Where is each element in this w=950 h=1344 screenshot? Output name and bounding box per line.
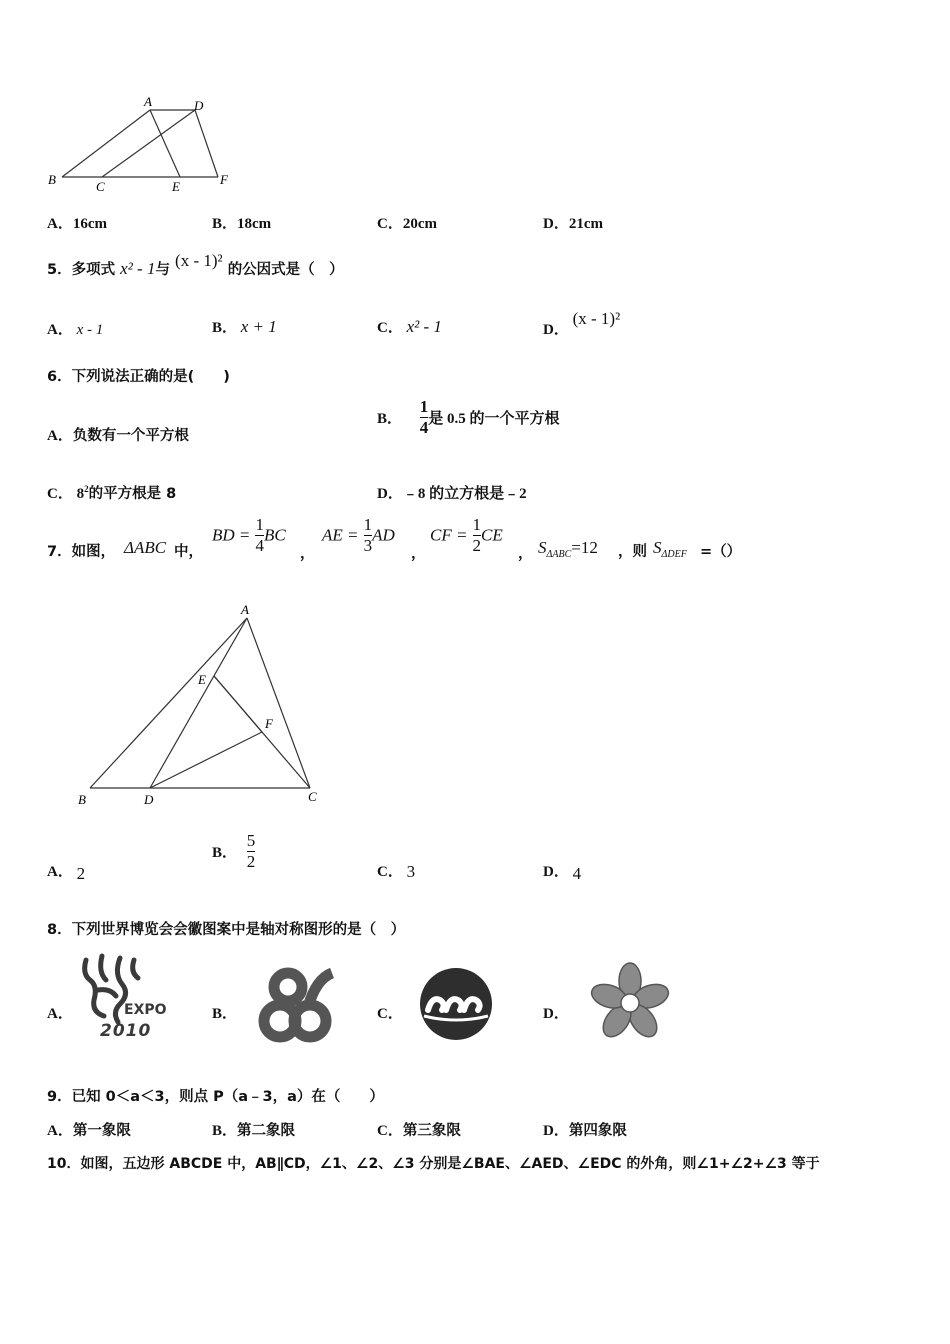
option-text: 负数有一个平方根 [72, 428, 189, 444]
q8-option-d-letter[interactable]: D． [543, 1006, 569, 1022]
q6-stem: 6．下列说法正确的是( ) [47, 369, 230, 385]
q4-option-c[interactable] [377, 212, 437, 233]
q7-number: 7．如图， [47, 544, 116, 560]
option-text: 3 [406, 862, 416, 881]
q4-label-B: B [48, 172, 56, 187]
q9-option-a[interactable] [47, 1119, 131, 1140]
power-base: 8 [76, 486, 85, 502]
option-letter: D． [543, 864, 569, 880]
option-letter: C． [377, 216, 403, 232]
option-letter: B． [212, 844, 238, 861]
option-letter: B． [212, 1123, 238, 1139]
q7-comma-2: ， [411, 546, 426, 562]
q5-stem [47, 251, 344, 279]
q4-option-d[interactable] [543, 212, 603, 233]
q7-ratio-cf [430, 516, 503, 555]
q7-label-B: B [78, 792, 86, 807]
q7-tail: =（） [700, 544, 742, 560]
option-text: 18cm [237, 216, 272, 232]
q7-ze: ，则 [618, 544, 647, 560]
q4-label-E: E [172, 179, 180, 194]
area-subscript: ΔDEF [661, 549, 687, 561]
fraction-numerator: 5 [246, 831, 256, 850]
option-letter: A． [47, 428, 73, 444]
ratio-rhs: AD [372, 525, 395, 545]
q8-option-c-letter[interactable]: C． [377, 1006, 403, 1022]
q8-wave-circle-logo[interactable] [418, 966, 494, 1042]
option-text: 的平方根是 8 [88, 486, 177, 502]
q9-stem: 9．已知 0＜a＜3，则点 P（a﹣3，a）在（ ） [47, 1089, 384, 1105]
q5-option-b[interactable] [212, 316, 277, 337]
option-text: 第二象限 [237, 1123, 296, 1139]
option-letter: A． [47, 864, 73, 880]
power-exponent: 2 [84, 484, 89, 494]
q7-line-DA [150, 618, 247, 788]
q9-option-c[interactable] [377, 1119, 461, 1140]
fraction-denominator: 4 [419, 417, 429, 437]
q6-option-c[interactable] [47, 482, 176, 503]
q7-option-b[interactable] [212, 832, 255, 871]
fraction-numerator: 1 [419, 397, 429, 416]
ratio-fraction [255, 516, 264, 555]
q7-comma-3: ， [518, 546, 533, 562]
q7-label-D: D [144, 792, 154, 807]
fraction-denominator: 2 [246, 851, 256, 871]
q7-ratio-ae [322, 516, 395, 555]
fraction-denominator: 3 [363, 535, 373, 555]
option-letter: A． [47, 1123, 73, 1139]
q7-area-def [653, 538, 687, 560]
option-letter: D． [377, 486, 403, 502]
q6-option-d[interactable] [377, 482, 527, 503]
q5-option-c[interactable] [377, 316, 442, 337]
ratio-fraction [473, 516, 482, 555]
option-letter: B． [377, 410, 403, 427]
option-text: 第三象限 [402, 1123, 461, 1139]
q5-text-mid: 与 [155, 262, 170, 278]
option-text: (x - 1)² [572, 309, 621, 328]
q6-option-a[interactable] [47, 424, 189, 445]
q8-ring-logo[interactable] [258, 965, 338, 1043]
q8-option-b-letter[interactable]: B． [212, 1006, 238, 1022]
q8-stem: 8．下列世界博览会会徽图案中是轴对称图形的是（ ） [47, 922, 406, 938]
fraction-denominator: 4 [255, 535, 264, 555]
q4-option-a[interactable] [47, 212, 107, 233]
q7-label-F: F [265, 716, 273, 731]
option-text: 第一象限 [72, 1123, 131, 1139]
option-text: 21cm [568, 216, 603, 232]
q7-area-abc [538, 538, 598, 560]
option-fraction [247, 832, 256, 871]
area-value: =12 [571, 538, 598, 557]
q7-label-C: C [308, 789, 317, 804]
ratio-fraction [364, 516, 373, 555]
option-text: x - 1 [76, 322, 104, 338]
q7-ratio-bd [212, 516, 286, 555]
area-symbol: S [653, 538, 662, 557]
q7-figure [70, 598, 340, 813]
q9-option-b[interactable] [212, 1119, 295, 1140]
q10-stem: 10．如图，五边形 ABCDE 中，AB∥CD，∠1、∠2、∠3 分别是∠BAE、∠AED、∠EDC 的外角，则∠1+∠2+∠3 等于 [47, 1156, 820, 1172]
q7-zhong: 中， [174, 544, 203, 560]
ratio-lhs: BD = [212, 525, 251, 545]
q4-label-C: C [96, 179, 105, 194]
option-text: 16cm [72, 216, 107, 232]
option-letter: D． [543, 216, 569, 232]
q4-label-A: A [144, 94, 152, 109]
q7-line-EF [214, 676, 262, 732]
q4-line-AE [150, 110, 180, 177]
option-letter: C． [377, 864, 403, 880]
q5-option-d[interactable] [543, 309, 621, 339]
option-text: 第四象限 [568, 1123, 627, 1139]
q4-label-D: D [194, 98, 204, 113]
q4-line-DF [195, 110, 218, 177]
fraction-numerator: 1 [472, 515, 482, 534]
fraction-denominator: 2 [472, 535, 482, 555]
q6-fraction [420, 398, 429, 437]
option-text: x + 1 [240, 317, 277, 336]
option-letter: C． [377, 1123, 403, 1139]
option-letter: A． [47, 216, 73, 232]
ratio-lhs: AE = [322, 525, 359, 545]
option-letter: C． [47, 486, 73, 502]
q4-line-BA [62, 110, 150, 177]
option-letter: C． [377, 320, 403, 336]
ratio-rhs: BC [263, 525, 286, 545]
option-letter: A． [47, 322, 73, 338]
q7-label-E: E [198, 672, 206, 687]
q7-label-A: A [241, 602, 249, 617]
q8-expo-2010-logo[interactable] [76, 950, 172, 1040]
q5-text-post: 的公因式是（ ） [227, 262, 344, 278]
fraction-numerator: 1 [255, 515, 264, 534]
option-text: 20cm [402, 216, 437, 232]
q5-expr1: x² - 1 [120, 259, 156, 278]
area-subscript: ΔABC [546, 549, 572, 561]
q4-figure [40, 92, 240, 197]
q5-option-a[interactable] [47, 318, 103, 339]
fraction-numerator: 1 [363, 515, 373, 534]
ratio-rhs: CE [481, 525, 503, 545]
ratio-lhs: CF = [430, 525, 468, 545]
q5-text-pre: 多项式 [71, 262, 116, 278]
option-letter: D． [543, 1123, 569, 1139]
q4-option-b[interactable] [212, 212, 271, 233]
q4-line-DC [102, 110, 195, 177]
q7-line-DF [150, 732, 262, 788]
q7-triangle: ΔABC [124, 538, 167, 557]
q4-label-F: F [220, 172, 228, 187]
q8-option-a-letter[interactable]: A． [47, 1006, 73, 1022]
q5-number: 5． [47, 262, 72, 278]
option-letter: D． [543, 322, 569, 338]
q5-expr2: (x - 1)² [175, 251, 223, 270]
option-text: x² - 1 [406, 317, 442, 336]
expo-logo-word: EXPO [124, 1002, 167, 1018]
q7-option-c[interactable] [377, 860, 415, 881]
q7-option-a[interactable] [47, 860, 85, 881]
expo-logo-year: 2010 [100, 1021, 152, 1040]
q7-comma-1: ， [300, 546, 315, 562]
option-text: 4 [572, 864, 582, 883]
option-text: ﹣8 的立方根是﹣2 [402, 486, 527, 502]
q6-option-b[interactable] [377, 398, 560, 437]
q7-option-d[interactable] [543, 860, 581, 881]
option-letter: B． [212, 216, 238, 232]
q9-option-d[interactable] [543, 1119, 627, 1140]
area-symbol: S [538, 538, 547, 557]
q7-line-AC [247, 618, 310, 788]
option-text: 2 [76, 864, 86, 883]
q7-line-BA [90, 618, 247, 788]
option-text: 是 0.5 的一个平方根 [428, 410, 560, 427]
q8-flower-logo[interactable] [588, 960, 672, 1046]
option-letter: B． [212, 320, 238, 336]
